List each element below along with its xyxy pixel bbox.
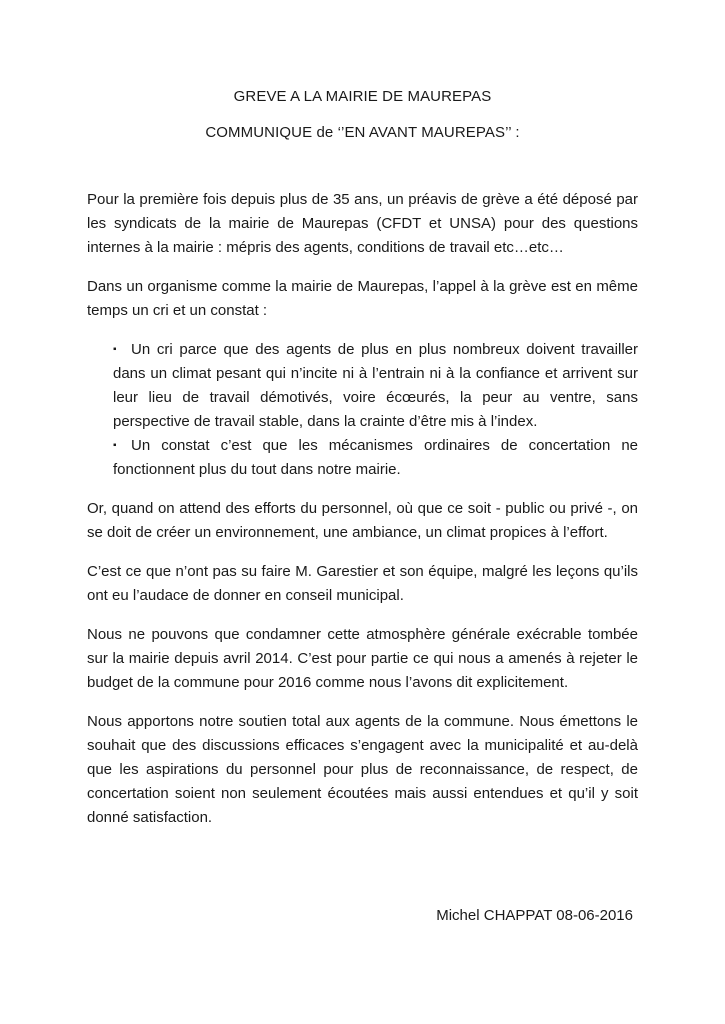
paragraph-budget: Nous ne pouvons que condamner cette atmosphère générale exécrable tombée sur la mairie depuis avril 2014. C’est pour partie ce qui nous a amenés à rejeter le budget de la commune pour 2016 comme nous l’avons dit explicitement. — [87, 626, 638, 691]
paragraph-context: Dans un organisme comme la mairie de Maurepas, l’appel à la grève est en même temps un cri et un constat : — [87, 278, 638, 319]
paragraph-intro: Pour la première fois depuis plus de 35 ans, un préavis de grève a été déposé par les syndicats de la mairie de Maurepas (CFDT et UNSA) pour des questions internes à la mairie : mépris des agents, conditions de travail etc…etc… — [87, 191, 638, 256]
paragraph-support: Nous apportons notre soutien total aux agents de la commune. Nous émettons le souhait que des discussions efficaces s’engagent avec la municipalité et au-delà que les aspirations du personnel pour plus de reconnaissance, de respect, de concertation soient non seulement écoutées mais aussi entendues et qu’il y soit donné satisfaction. — [87, 713, 638, 826]
square-bullet-icon: ▪ — [113, 344, 117, 355]
paragraph-effort: Or, quand on attend des efforts du personnel, où que ce soit - public ou privé -, on se doit de créer un environnement, une ambiance, un climat propices à l’effort. — [87, 500, 638, 541]
bullet-text: Un constat c’est que les mécanismes ordinaires de concertation ne fonctionnent plus du tout dans notre mairie. — [113, 437, 638, 478]
paragraph-criticism: C’est ce que n’ont pas su faire M. Garestier et son équipe, malgré les leçons qu’ils ont eu l’audace de donner en conseil municipal. — [87, 563, 638, 604]
bullet-list — [87, 338, 638, 482]
document-subtitle: COMMUNIQUE de ‘’EN AVANT MAUREPAS’’ : — [205, 124, 520, 141]
document-title: GREVE A LA MAIRIE DE MAUREPAS — [233, 88, 492, 105]
bullet-item — [113, 338, 638, 434]
signature: Michel CHAPPAT 08-06-2016 — [436, 907, 633, 924]
document-body — [87, 188, 638, 845]
bullet-item — [113, 434, 638, 482]
bullet-text: Un cri parce que des agents de plus en plus nombreux doivent travailler dans un climat pesant qui n’incite ni à l’entrain ni à la confiance et arrivent sur leur lieu de travail démotivés, voire écœurés, la peur au ventre, sans perspective de travail stable, dans la crainte d’être mis à l’index. — [113, 341, 638, 430]
square-bullet-icon: ▪ — [113, 440, 117, 451]
